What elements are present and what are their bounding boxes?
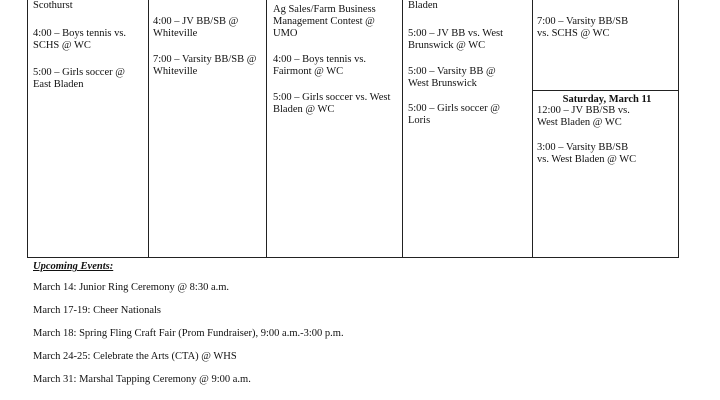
entry-line: 4:00 – Boys tennis vs. <box>33 28 127 39</box>
table-divider <box>532 0 533 258</box>
entry-line: 7:00 – Varsity BB/SB @ <box>153 54 257 65</box>
calendar-entry <box>273 4 376 40</box>
entry-line: Loris <box>408 115 431 126</box>
table-divider <box>148 0 149 258</box>
entry-line: Fairmont @ WC <box>273 66 344 77</box>
entry-line: Management Contest @ <box>273 16 375 27</box>
entry-line: 5:00 – Girls soccer @ <box>408 103 500 114</box>
calendar-entry <box>33 67 125 91</box>
entry-line: 5:00 – Varsity BB @ <box>408 66 496 77</box>
entry-line: Bladen <box>408 0 438 11</box>
entry-line: 5:00 – JV BB vs. West <box>408 28 504 39</box>
event-item: March 31: Marshal Tapping Ceremony @ 9:00 a.m. <box>33 374 251 385</box>
table-border-left <box>27 0 28 258</box>
calendar-entry <box>408 0 438 12</box>
upcoming-events-heading: Upcoming Events: <box>33 261 114 272</box>
calendar-entry <box>273 92 390 116</box>
calendar-entry <box>537 142 636 166</box>
event-item: March 24-25: Celebrate the Arts (CTA) @ WHS <box>33 351 237 362</box>
entry-line: West Brunswick <box>408 78 477 89</box>
entry-line: Brunswick @ WC <box>408 40 486 51</box>
table-border-right <box>678 0 679 258</box>
saturday-divider <box>533 90 678 91</box>
calendar-entry <box>273 54 366 78</box>
calendar-entry <box>153 54 256 78</box>
table-divider <box>402 0 403 258</box>
event-item: March 17-19: Cheer Nationals <box>33 305 162 316</box>
entry-line: 12:00 – JV BB/SB vs. <box>537 105 630 116</box>
calendar-entry <box>408 28 503 52</box>
calendar-entry <box>537 105 630 129</box>
event-item: March 14: Junior Ring Ceremony @ 8:30 a.m. <box>33 282 230 293</box>
entry-line: 5:00 – Girls soccer vs. West <box>273 92 391 103</box>
entry-line: West Bladen @ WC <box>537 117 622 128</box>
entry-line: Whiteville <box>153 66 198 77</box>
table-divider <box>266 0 267 258</box>
entry-line: 5:00 – Girls soccer @ <box>33 67 125 78</box>
entry-line: Bladen @ WC <box>273 104 335 115</box>
entry-line: vs. West Bladen @ WC <box>537 154 637 165</box>
saturday-heading: Saturday, March 11 <box>562 94 652 105</box>
entry-line: Scothurst <box>33 0 73 11</box>
event-item: March 18: Spring Fling Craft Fair (Prom Fundraiser), 9:00 a.m.-3:00 p.m. <box>33 328 344 339</box>
calendar-entry <box>33 28 126 52</box>
entry-line: 3:00 – Varsity BB/SB <box>537 142 629 153</box>
entry-line: East Bladen <box>33 79 84 90</box>
calendar-entry <box>33 0 73 12</box>
calendar-entry <box>408 103 500 127</box>
entry-line: 4:00 – JV BB/SB @ <box>153 16 239 27</box>
entry-line: Ag Sales/Farm Business <box>273 4 376 15</box>
entry-line: SCHS @ WC <box>33 40 91 51</box>
calendar-entry <box>153 16 238 40</box>
calendar-entry <box>408 66 496 90</box>
entry-line: 4:00 – Boys tennis vs. <box>273 54 367 65</box>
entry-line: vs. SCHS @ WC <box>537 28 610 39</box>
entry-line: 7:00 – Varsity BB/SB <box>537 16 629 27</box>
table-border-bottom <box>27 257 679 258</box>
entry-line: UMO <box>273 28 298 39</box>
entry-line: Whiteville <box>153 28 198 39</box>
calendar-entry <box>537 16 628 40</box>
